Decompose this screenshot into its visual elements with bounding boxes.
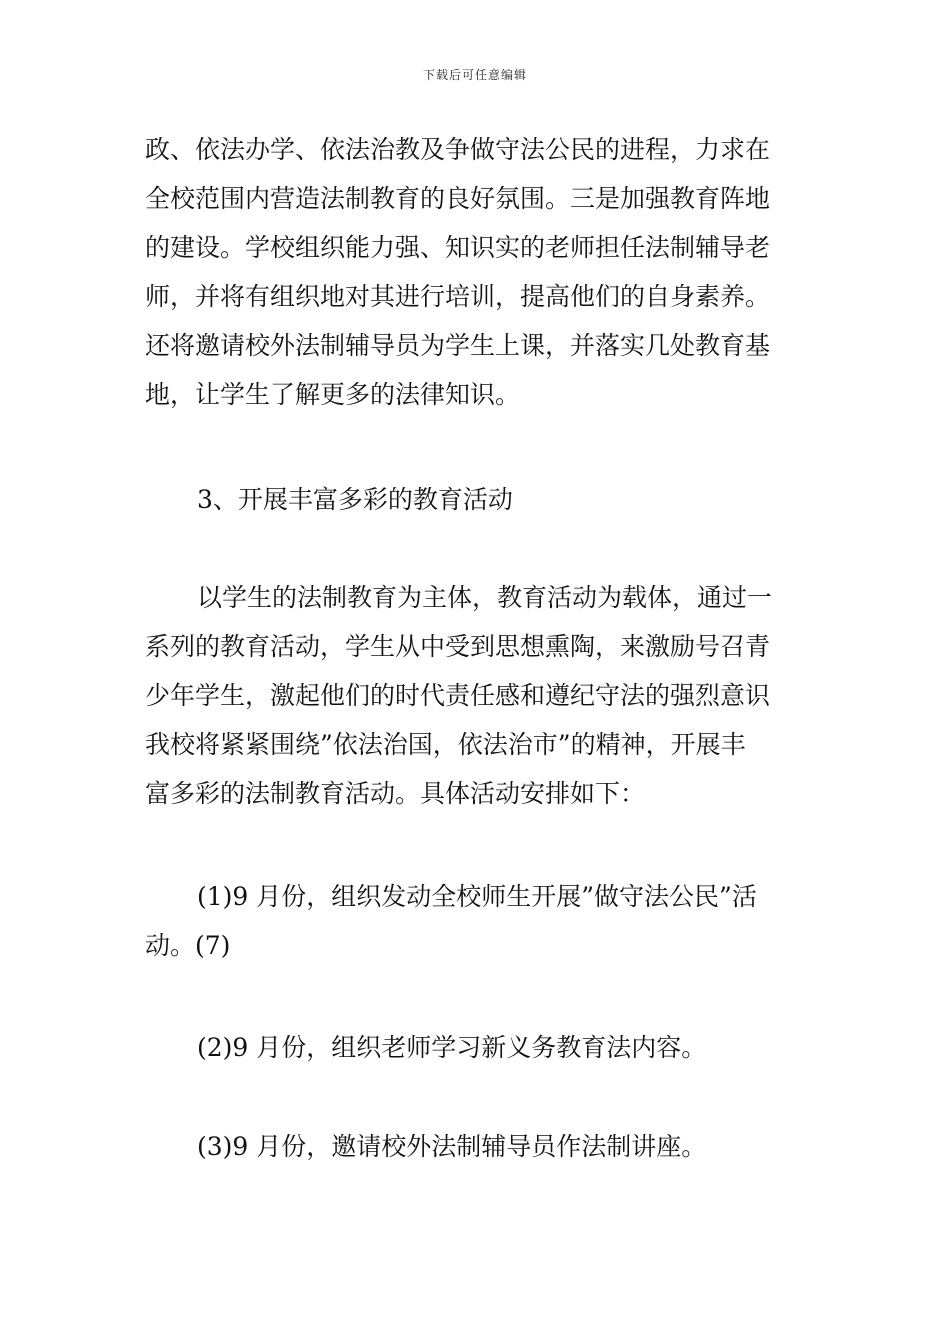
text-line: 动。(7) [145,931,231,960]
text-line: 地，让学生了解更多的法律知识。 [145,380,521,409]
paragraph-activities-intro [145,573,810,818]
text-line: 的建设。学校组织能力强、知识实的老师担任法制辅导老 [145,233,771,262]
activity-item-2 [145,1023,810,1072]
page-header-note: 下载后可任意编辑 [422,68,527,82]
section-heading-text: 3、开展丰富多彩的教育活动 [197,485,513,514]
text-line: 师，并将有组织地对其进行培训，提高他们的自身素养。 [145,282,771,311]
text-line: 少年学生，激起他们的时代责任感和遵纪守法的强烈意识 [145,681,771,710]
text-line: 富多彩的法制教育活动。具体活动安排如下： [145,779,646,808]
text-line: (1)9 月份，组织发动全校师生开展”做守法公民”活 [197,882,757,911]
activity-item-3 [145,1122,810,1171]
text-line: (3)9 月份，邀请校外法制辅导员作法制讲座。 [197,1132,707,1161]
activity-item-1 [145,872,810,970]
text-line: 政、依法办学、依法治教及争做守法公民的进程，力求在 [145,135,771,164]
text-line: 我校将紧紧围绕”依法治国，依法治市”的精神，开展丰 [145,730,746,759]
text-line: (2)9 月份，组织老师学习新义务教育法内容。 [197,1033,707,1062]
paragraph-legal-education-base [145,125,810,419]
text-line: 还将邀请校外法制辅导员为学生上课，并落实几处教育基 [145,331,771,360]
section-heading [145,475,810,524]
text-line: 全校范围内营造法制教育的良好氛围。三是加强教育阵地 [145,184,771,213]
text-line: 系列的教育活动，学生从中受到思想熏陶，来激励号召青 [145,632,771,661]
text-line: 以学生的法制教育为主体，教育活动为载体，通过一 [197,583,773,612]
